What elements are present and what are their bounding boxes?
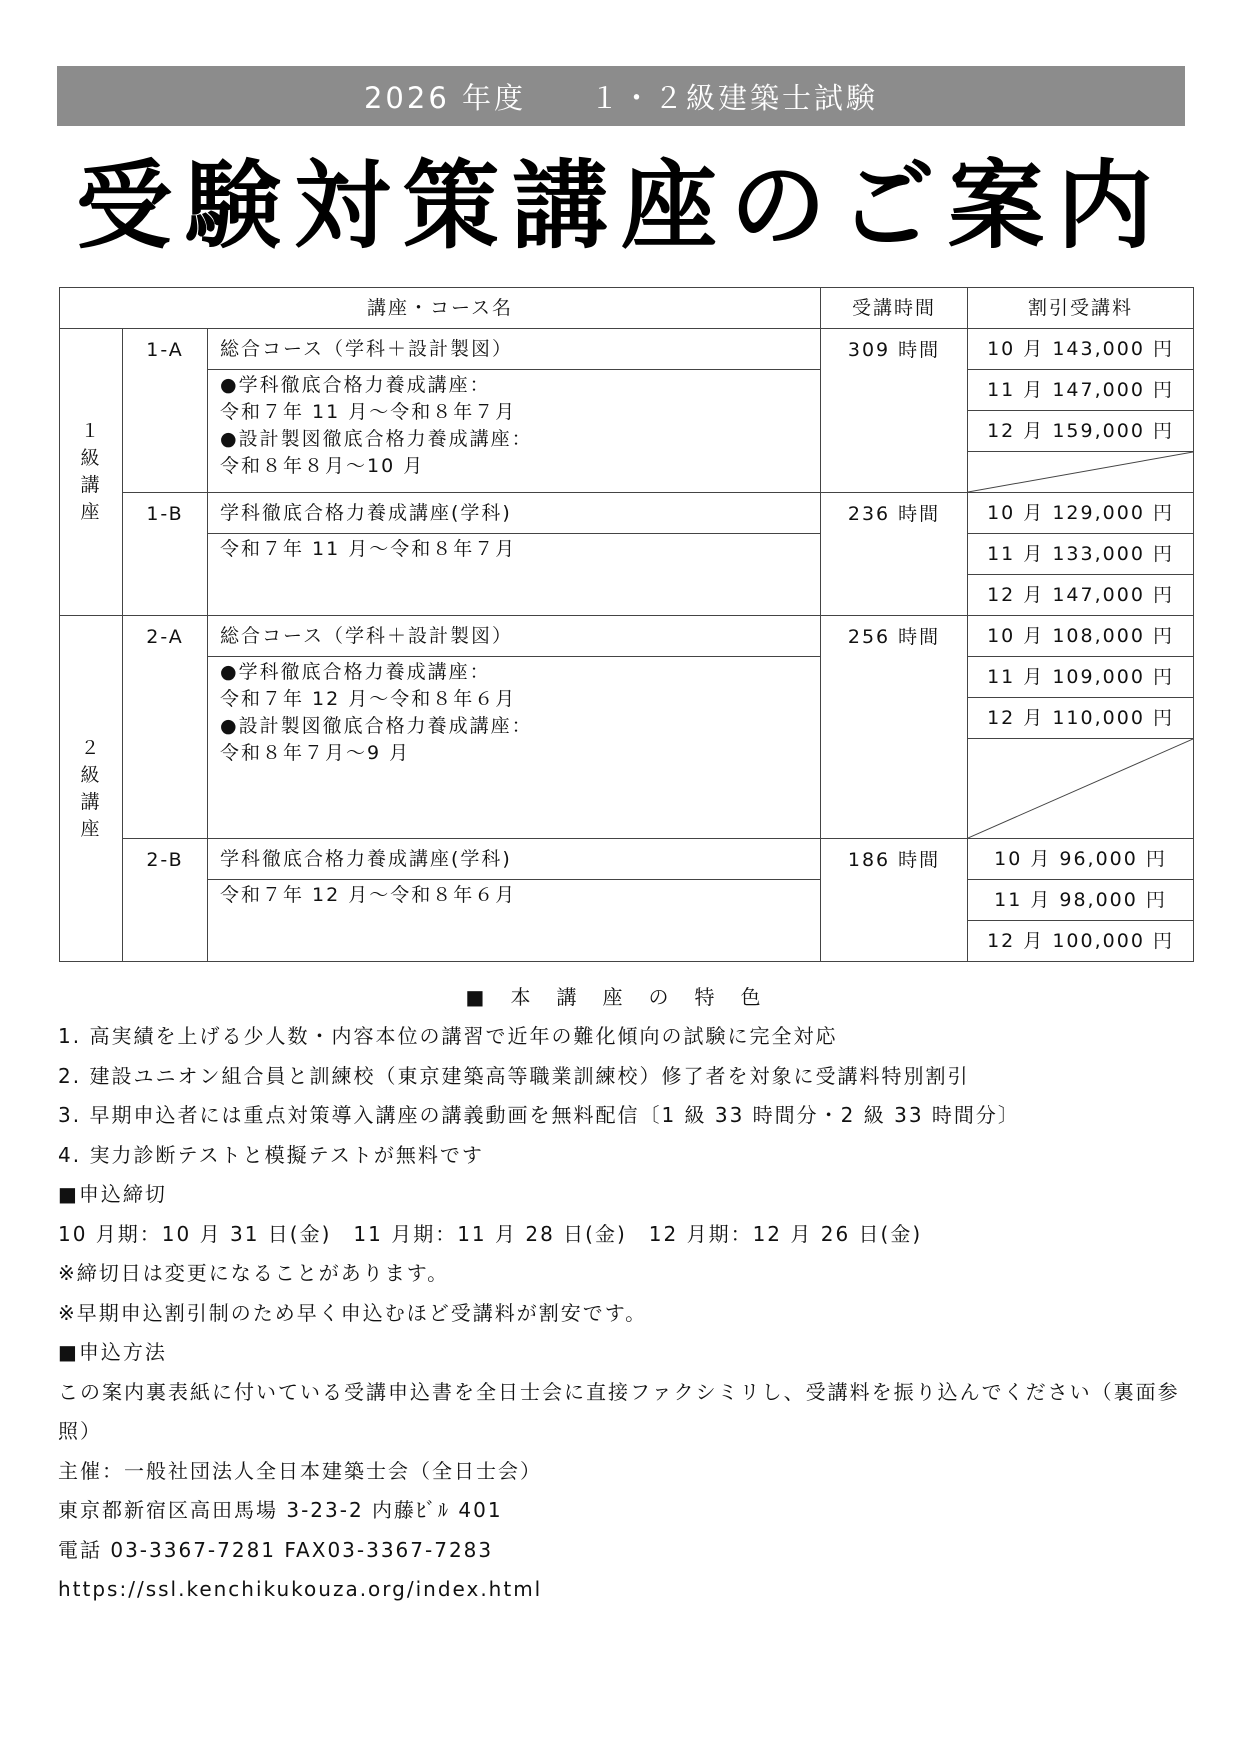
fee-cell: 11 月 98,000 円: [968, 880, 1194, 921]
fee-cell: 11 月 109,000 円: [968, 657, 1194, 698]
course-name: 総合コース（学科＋設計製図）: [208, 616, 821, 657]
course-code: 2-B: [123, 839, 208, 962]
method-text: この案内裏表紙に付いている受講申込書を全日士会に直接ファクシミリし、受講料を振り込んでください（裏面参照）: [58, 1379, 1180, 1443]
course-code: 2-A: [123, 616, 208, 839]
course-code: 1-B: [123, 493, 208, 616]
table-row: [60, 657, 1194, 698]
organizer-phone: 電話 03-3367-7281 FAX03-3367-7283: [58, 1537, 494, 1562]
course-table: [59, 287, 1194, 962]
fee-cell: 10 月 129,000 円: [968, 493, 1194, 534]
course-code: 1-A: [123, 329, 208, 493]
header-fee: 割引受講料: [968, 288, 1194, 329]
organizer-address: 東京都新宿区高田馬場 3-23-2 内藤ﾋﾞﾙ 401: [58, 1498, 503, 1522]
table-row: [60, 616, 1194, 657]
empty-slashed-cell: [968, 452, 1194, 493]
level-1-label: １ 級 講 座: [60, 329, 123, 616]
fee-cell: 10 月 96,000 円: [968, 839, 1194, 880]
feature-item: 3. 早期申込者には重点対策導入講座の講義動画を無料配信〔1 級 33 時間分・2 級 33 時間分〕: [58, 1103, 1020, 1127]
fee-cell: 12 月 159,000 円: [968, 411, 1194, 452]
course-hours: 309 時間: [821, 329, 968, 493]
course-hours: 256 時間: [821, 616, 968, 839]
table-row: [60, 839, 1194, 880]
discount-note: ※早期申込割引制のため早く申込むほど受講料が割安です。: [58, 1300, 648, 1325]
course-hours: 186 時間: [821, 839, 968, 962]
header-course-name: 講座・コース名: [60, 288, 821, 329]
table-row: [60, 493, 1194, 534]
fee-cell: 11 月 133,000 円: [968, 534, 1194, 575]
fee-cell: 10 月 108,000 円: [968, 616, 1194, 657]
feature-item: 2. 建設ユニオン組合員と訓練校（東京建築高等職業訓練校）修了者を対象に受講料特別割引: [58, 1063, 970, 1088]
organizer-host: 主催：一般社団法人全日本建築士会（全日士会）: [58, 1458, 542, 1483]
fee-cell: 12 月 147,000 円: [968, 575, 1194, 616]
info-section: [58, 1017, 1198, 1610]
course-details: 令和７年 12 月～令和８年６月: [208, 880, 821, 962]
deadline-dates: 10 月期：10 月 31 日(金) 11 月期：11 月 28 日(金) 12 月期：12 月 26 日(金): [58, 1221, 923, 1246]
fee-cell: 10 月 143,000 円: [968, 329, 1194, 370]
course-details: 令和７年 11 月～令和８年７月: [208, 534, 821, 616]
feature-item: 4. 実力診断テストと模擬テストが無料です: [58, 1142, 484, 1167]
table-row: [60, 329, 1194, 370]
features-heading: ■本講座の特色: [465, 985, 787, 1009]
table-header-row: [60, 288, 1194, 329]
table-row: [60, 880, 1194, 921]
course-name: 総合コース（学科＋設計製図）: [208, 329, 821, 370]
fee-cell: 11 月 147,000 円: [968, 370, 1194, 411]
level-2-label: ２ 級 講 座: [60, 616, 123, 962]
course-name: 学科徹底合格力養成講座(学科): [208, 493, 821, 534]
empty-slashed-cell: [968, 739, 1194, 839]
course-hours: 236 時間: [821, 493, 968, 616]
feature-item: 1. 高実績を上げる少人数・内容本位の講習で近年の難化傾向の試験に完全対応: [58, 1024, 838, 1048]
course-details: ●学科徹底合格力養成講座： 令和７年 11 月～令和８年７月 ●設計製図徹底合格力養成講座： 令和８年８月～10 月: [208, 370, 821, 493]
fee-cell: 12 月 110,000 円: [968, 698, 1194, 739]
exam-banner: 2026 年度 １・２級建築士試験: [57, 66, 1185, 126]
table-row: [60, 370, 1194, 411]
method-heading: ■申込方法: [58, 1340, 167, 1364]
table-row: [60, 534, 1194, 575]
course-name: 学科徹底合格力養成講座(学科): [208, 839, 821, 880]
deadline-note: ※締切日は変更になることがあります。: [58, 1261, 450, 1285]
deadline-heading: ■申込締切: [58, 1182, 167, 1206]
header-hours: 受講時間: [821, 288, 968, 329]
organizer-url[interactable]: https://ssl.kenchikukouza.org/index.html: [58, 1577, 543, 1601]
course-details: ●学科徹底合格力養成講座： 令和７年 12 月～令和８年６月 ●設計製図徹底合格力養成講座： 令和８年７月～9 月: [208, 657, 821, 839]
page-title: 受験対策講座のご案内: [76, 150, 1166, 262]
fee-cell: 12 月 100,000 円: [968, 921, 1194, 962]
